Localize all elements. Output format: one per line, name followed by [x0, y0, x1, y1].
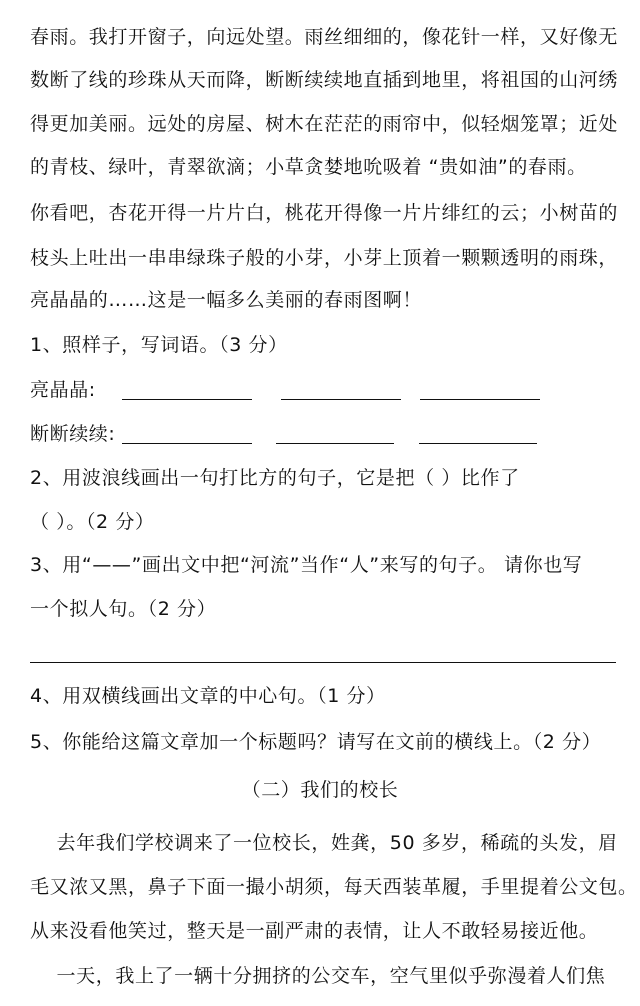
passage1-line: 枝头上吐出一串串绿珠子般的小芽，小芽上顶着一颗颗透明的雨珠，: [30, 247, 619, 269]
question-2-text: 2、用波浪线画出一句打比方的句子，它是把（ ）比作了: [30, 467, 520, 489]
passage1-line: 亮晶晶的……这是一幅多么美丽的春雨图啊！: [30, 289, 423, 311]
question-3-text-cont: 一个拟人句。（2 分）: [30, 598, 217, 620]
q3-answer-line[interactable]: [30, 662, 616, 663]
q1-answer-blank[interactable]: [281, 399, 401, 400]
section-2-title: （二）我们的校长: [241, 779, 399, 801]
passage1-line: 你看吧，杏花开得一片片白，桃花开得像一片片绯红的云；小树苗的: [30, 202, 619, 224]
q1-word-label-2: 断断续续:: [30, 423, 116, 445]
question-2-text-cont: （ ）。（2 分）: [30, 511, 155, 533]
q1-answer-blank[interactable]: [122, 443, 252, 444]
passage1-line: 数断了线的珍珠从天而降，断断续续地直插到地里，将祖国的山河绣: [30, 69, 619, 91]
q1-word-label-1: 亮晶晶:: [30, 379, 96, 401]
passage1-line: 春雨。我打开窗子，向远处望。雨丝细细的，像花针一样，又好像无: [30, 26, 619, 48]
q1-answer-blank[interactable]: [122, 399, 252, 400]
q1-answer-blank[interactable]: [420, 399, 540, 400]
passage2-line: 从来没看他笑过，整天是一副严肃的表情，让人不敢轻易接近他。: [30, 920, 599, 942]
q1-answer-blank[interactable]: [276, 443, 394, 444]
question-5-text: 5、你能给这篇文章加一个标题吗？请写在文前的横线上。（2 分）: [30, 731, 602, 753]
q1-answer-blank[interactable]: [419, 443, 537, 444]
passage2-line: 去年我们学校调来了一位校长，姓龚，50 多岁，稀疏的头发，眉: [30, 832, 618, 854]
question-1-text: 1、照样子，写词语。（3 分）: [30, 334, 288, 356]
question-4-text: 4、用双横线画出文章的中心句。（1 分）: [30, 685, 386, 707]
passage2-line: 毛又浓又黑，鼻子下面一撮小胡须，每天西装革履，手里提着公文包。: [30, 876, 638, 898]
passage1-line: 的青枝、绿叶，青翠欲滴；小草贪婪地吮吸着 “贵如油”的春雨。: [30, 156, 587, 178]
passage1-line: 得更加美丽。远处的房屋、树木在茫茫的雨帘中，似轻烟笼罩；近处: [30, 113, 619, 135]
passage2-line: 一天，我上了一辆十分拥挤的公交车，空气里似乎弥漫着人们焦: [30, 965, 606, 987]
question-3-text: 3、用“——”画出文中把“河流”当作“人”来写的句子。 请你也写: [30, 554, 583, 576]
